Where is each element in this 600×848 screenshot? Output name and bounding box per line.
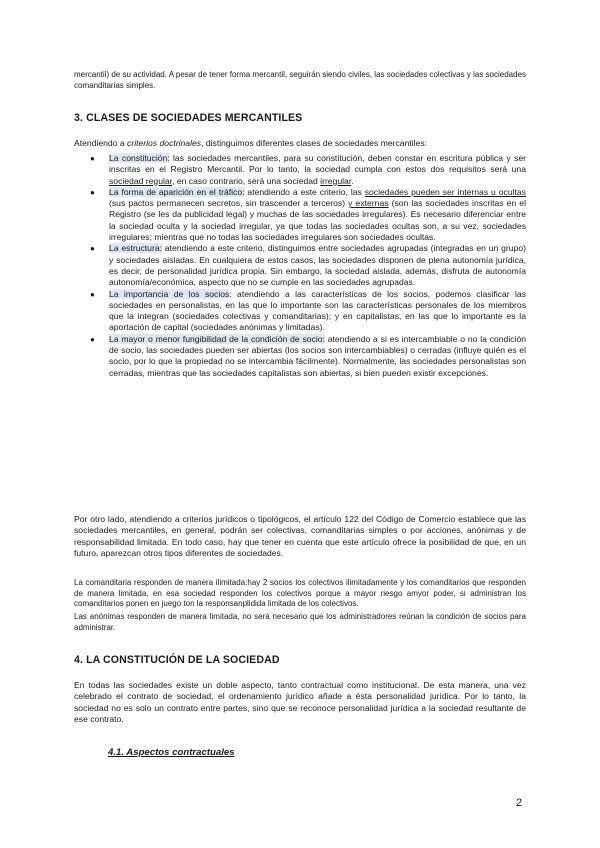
list-item — [74, 153, 526, 187]
section-3-lead — [74, 138, 526, 149]
item-underlined: y externas — [348, 198, 389, 209]
section-4-heading: 4. LA CONSTITUCIÓN DE LA SOCIEDAD — [74, 654, 280, 666]
item-text: atendiendo a este criterio, las — [244, 186, 365, 197]
item-text: (sus pactos permanecen secretos, sin trascender a terceros) — [109, 198, 349, 209]
criteria-list — [74, 153, 526, 379]
item-text: atendiendo a este criterio, distinguimos entre sociedades agrupadas (integradas en un grupo) y sociedades aisladas. En cualquiera de estos casos, las sociedades disponen de plena autonomía jurídica, es decir, de personalidad jurídica propia. Sin embargo, la sociedad aislada, además, disfruta de autonomía autonomía/económica, aspecto que no se cumple en las sociedades agrupadas. — [109, 243, 526, 288]
item-underlined: sociedad regular — [109, 175, 173, 186]
section-4-1-heading: 4.1. Aspectos contractuales — [108, 747, 235, 758]
bullet-icon: ● — [90, 187, 95, 197]
list-item — [74, 243, 526, 288]
section-4-paragraph: En todas las sociedades existe un doble aspecto, tanto contractual como institucional. De esta manera, una vez celebrado el contrato de sociedad, el ordenamiento jurídico añade a ésta personalidad jurídica. Por lo tanto, la sociedad no es solo un contrato entre partes, sino que se reconoce personalidad jurídica a la sociedad resultante de ese contrato. — [74, 680, 526, 724]
item-title: La constitución: — [109, 153, 170, 163]
item-title: La mayor o menor fungibilidad de la condición de socio: — [109, 333, 325, 344]
section-3-heading: 3. CLASES DE SOCIEDADES MERCANTILES — [74, 112, 303, 124]
item-text: . — [351, 175, 354, 186]
lead-italic: criterios doctrinales — [127, 138, 202, 148]
item-title: La estructura: — [109, 243, 162, 254]
item-title: La forma de aparición en el tráfico: — [109, 186, 245, 197]
item-text: (son las sociedades inscritas en el Registro (se les da publicidad legal) y muchas de las sociedades irregulares). Es necesario diferenciar entre la sociedad oculta y la sociedad irregular, ya que todas las sociedades ocultas son, a su vez, sociedades irregulares; mientras que no todas las sociedades irregulares son sociedades ocultas. — [109, 198, 526, 243]
item-text: , en caso contrario, será una sociedad — [172, 175, 321, 186]
bullet-icon: ● — [90, 334, 95, 344]
list-item — [74, 289, 526, 334]
item-underlined: irregular — [320, 175, 352, 186]
bullet-icon: ● — [90, 154, 95, 163]
lead-after: , distinguimos diferentes clases de sociedades mercantiles: — [201, 138, 428, 148]
item-title: La importancia de los socios — [109, 288, 230, 299]
page-number: 2 — [516, 797, 523, 809]
bullet-icon: ● — [90, 289, 95, 299]
list-item — [74, 334, 526, 379]
intro-paragraph: mercantil) de su actividad. A pesar de tener forma mercantil, seguirán siendo civiles, las sociedades colectivas y las sociedades comanditarias simples. — [74, 70, 526, 90]
juridicos-paragraph: Por otro lado, atendiendo a criterios jurídicos o tipológicos, el artículo 122 del Código de Comercio establece que las sociedades mercantiles, en general, podrán ser colectivas, comanditarias simples o por acciones, anónimas y de responsabilidad limitada. En todo caso, hay que tener en cuenta que este artículo ofrece la posibilidad de que, en un futuro, aparezcan otros tipos diferentes de sociedades. — [74, 514, 526, 558]
lead-before: Atendiendo a — [74, 138, 128, 148]
item-underlined: sociedades pueden ser internas u ocultas — [364, 186, 526, 197]
item-text: las sociedades mercantiles, para su constitución, deben constar en escritura pública y ser inscritas en el Registro Mercantil. Por lo tanto, la sociedad cumpla con estos dos requisitos será una — [109, 153, 526, 175]
note-comanditaria: La comanditaria responden de manera ilimitada:hay 2 socios los colectivos ilimitadamente y los comanditarios que responden de manera limitada, en esa sociedad responden los colectivos porque a mayor riesgo amyor poder, si administran los comanditarios ponen en juego ton la responsanplidida limitada de los colectivos. — [74, 578, 526, 609]
bullet-icon: ● — [90, 244, 95, 254]
item-text: : atendiendo a las características de los socios, podemos clasificar las sociedades en personalistas, en las que lo importante son las características personales de los miembros que la integran (sociedades colectivas y comanditarias); y en capitalistas, en las que lo importante es la aportación de capital (sociedades anónimas y limitadas). — [109, 288, 527, 333]
list-item — [74, 187, 526, 243]
note-anonimas: Las anónimas responden de manera limitada, no será necesario que los administradores reúnan la condición de socios para administrar. — [74, 612, 526, 632]
item-text: atendiendo a si es intercambiable o no la condición de socio, las sociedades pueden ser abiertas (los socios son intercambiables) o cerradas (influye quién es el socio, por lo que la propiedad no se intercambia fácilmente). Normalmente, las sociedades personalistas son cerradas, mientras que las sociedades capitalistas son abiertas, si bien pueden existir excepciones. — [109, 333, 527, 378]
